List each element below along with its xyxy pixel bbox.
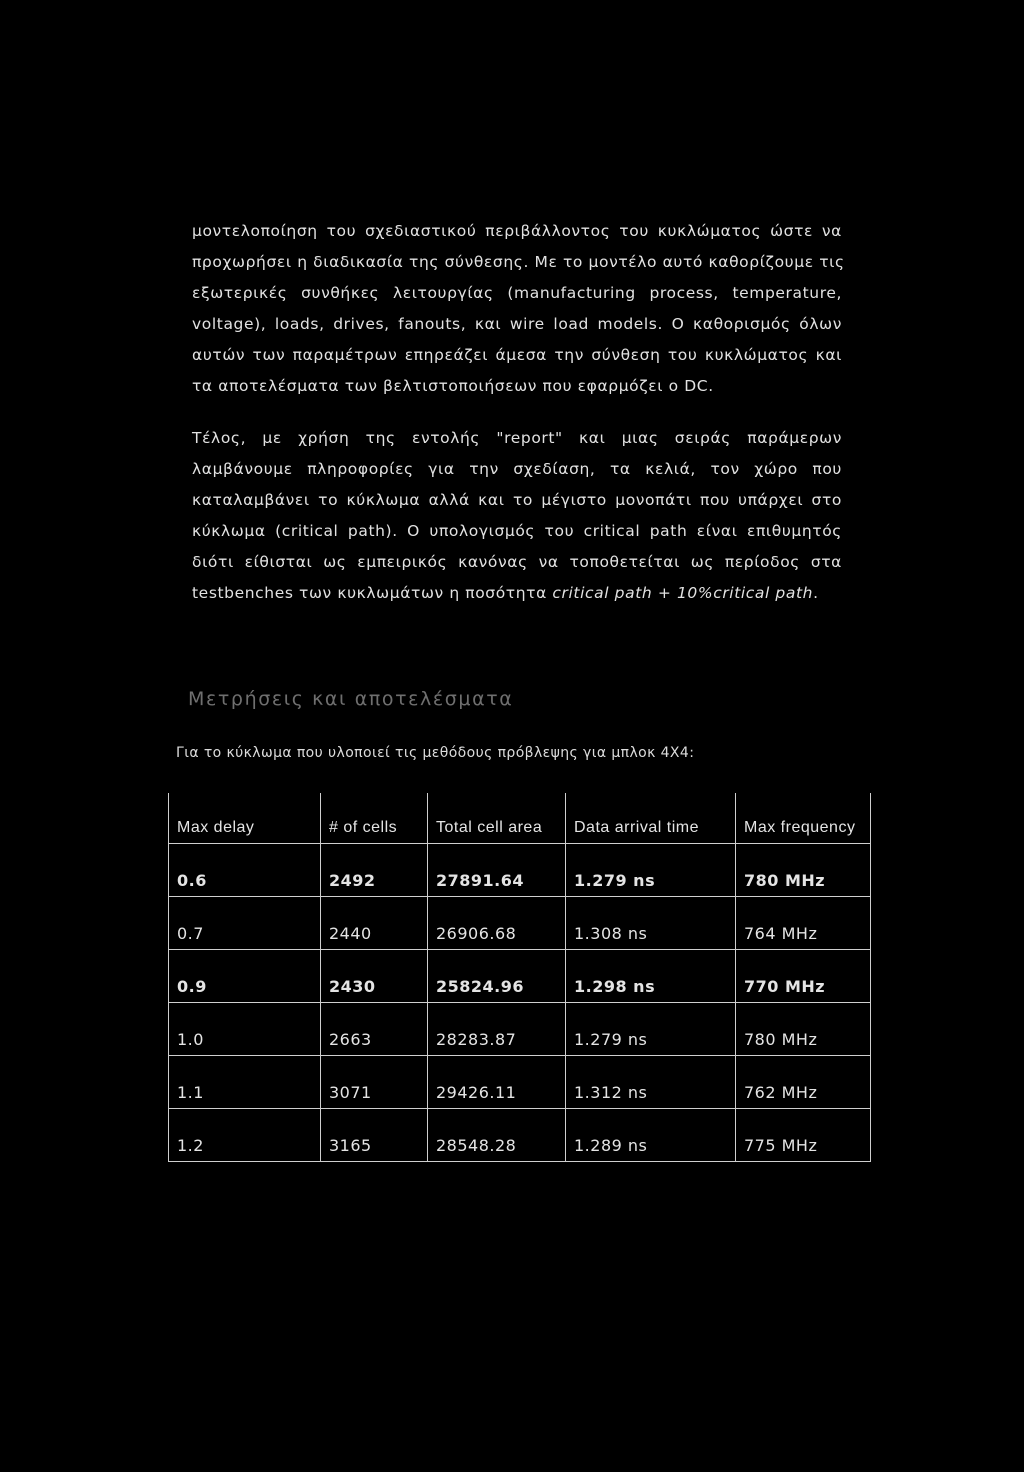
text-line: voltage), loads, drives, fanouts, και wire load models. Ο καθορισμός όλων [192, 315, 842, 333]
text-line: κύκλωμα (critical path). Ο υπολογισμός του critical path είναι επιθυμητός [192, 522, 842, 540]
italic-formula: critical path + 10%critical path [552, 584, 814, 602]
text-line: εξωτερικές συνθήκες λειτουργίας (manufacturing process, temperature, [192, 284, 842, 302]
text-line: καταλαμβάνει το κύκλωμα αλλά και το μέγιστο μονοπάτι που υπάρχει στο [192, 491, 842, 509]
table-row [169, 949, 871, 1002]
cell-max-frequency: 775 MHz [736, 1108, 871, 1161]
cell-data-arrival-time: 1.298 ns [566, 949, 736, 1002]
header-total-cell-area: Total cell area [428, 793, 566, 843]
table-row [169, 1108, 871, 1161]
cell-num-cells: 2492 [321, 843, 428, 896]
cell-data-arrival-time: 1.289 ns [566, 1108, 736, 1161]
header-max-frequency: Max frequency [736, 793, 871, 843]
cell-total-cell-area: 29426.11 [428, 1055, 566, 1108]
header-num-cells: # of cells [321, 793, 428, 843]
text-line: Τέλος, με χρήση της εντολής "report" και μιας σειράς παράμερων [192, 429, 842, 447]
text-line: μοντελοποίηση του σχεδιαστικού περιβάλλοντος του κυκλώματος ώστε να [192, 222, 842, 240]
table-row [169, 896, 871, 949]
section-heading: Μετρήσεις και αποτελέσματα [188, 688, 514, 710]
cell-max-delay: 0.7 [169, 896, 321, 949]
text-line: αυτών των παραμέτρων επηρεάζει άμεσα την σύνθεση του κυκλώματος και [192, 346, 842, 364]
table-caption: Για το κύκλωμα που υλοποιεί τις μεθόδους πρόβλεψης για μπλοκ 4X4: [176, 745, 695, 761]
cell-max-delay: 1.1 [169, 1055, 321, 1108]
cell-data-arrival-time: 1.312 ns [566, 1055, 736, 1108]
cell-num-cells: 3071 [321, 1055, 428, 1108]
cell-num-cells: 2430 [321, 949, 428, 1002]
text-segment: . [813, 584, 819, 602]
cell-data-arrival-time: 1.308 ns [566, 896, 736, 949]
cell-max-delay: 1.2 [169, 1108, 321, 1161]
cell-num-cells: 2440 [321, 896, 428, 949]
header-max-delay: Max delay [169, 793, 321, 843]
cell-total-cell-area: 26906.68 [428, 896, 566, 949]
cell-total-cell-area: 28283.87 [428, 1002, 566, 1055]
cell-max-frequency: 764 MHz [736, 896, 871, 949]
cell-data-arrival-time: 1.279 ns [566, 1002, 736, 1055]
cell-max-delay: 0.9 [169, 949, 321, 1002]
text-segment: testbenches των κυκλωμάτων η ποσότητα [192, 584, 553, 602]
text-line-last [192, 578, 842, 609]
paragraph-report-command [192, 423, 842, 609]
results-table [168, 793, 871, 1162]
cell-max-frequency: 762 MHz [736, 1055, 871, 1108]
cell-max-frequency: 780 MHz [736, 1002, 871, 1055]
cell-total-cell-area: 27891.64 [428, 843, 566, 896]
text-line: λαμβάνουμε πληροφορίες για την σχεδίαση, τα κελιά, τον χώρο που [192, 460, 842, 478]
table-row [169, 1002, 871, 1055]
cell-data-arrival-time: 1.279 ns [566, 843, 736, 896]
paragraph-environment-modeling [192, 216, 845, 402]
cell-num-cells: 3165 [321, 1108, 428, 1161]
cell-max-frequency: 770 MHz [736, 949, 871, 1002]
text-line: προχωρήσει η διαδικασία της σύνθεσης. Με το μοντέλο αυτό καθορίζουμε τις [192, 253, 845, 271]
cell-total-cell-area: 28548.28 [428, 1108, 566, 1161]
cell-max-delay: 0.6 [169, 843, 321, 896]
text-line: τα αποτελέσματα των βελτιστοποιήσεων που εφαρμόζει ο DC. [192, 377, 714, 395]
table-row [169, 843, 871, 896]
text-line: διότι είθισται ως εμπειρικός κανόνας να τοποθετείται ως περίοδος στα [192, 553, 842, 571]
cell-total-cell-area: 25824.96 [428, 949, 566, 1002]
cell-max-frequency: 780 MHz [736, 843, 871, 896]
cell-num-cells: 2663 [321, 1002, 428, 1055]
table-row [169, 1055, 871, 1108]
header-data-arrival-time: Data arrival time [566, 793, 736, 843]
table-header-row [169, 793, 871, 843]
cell-max-delay: 1.0 [169, 1002, 321, 1055]
